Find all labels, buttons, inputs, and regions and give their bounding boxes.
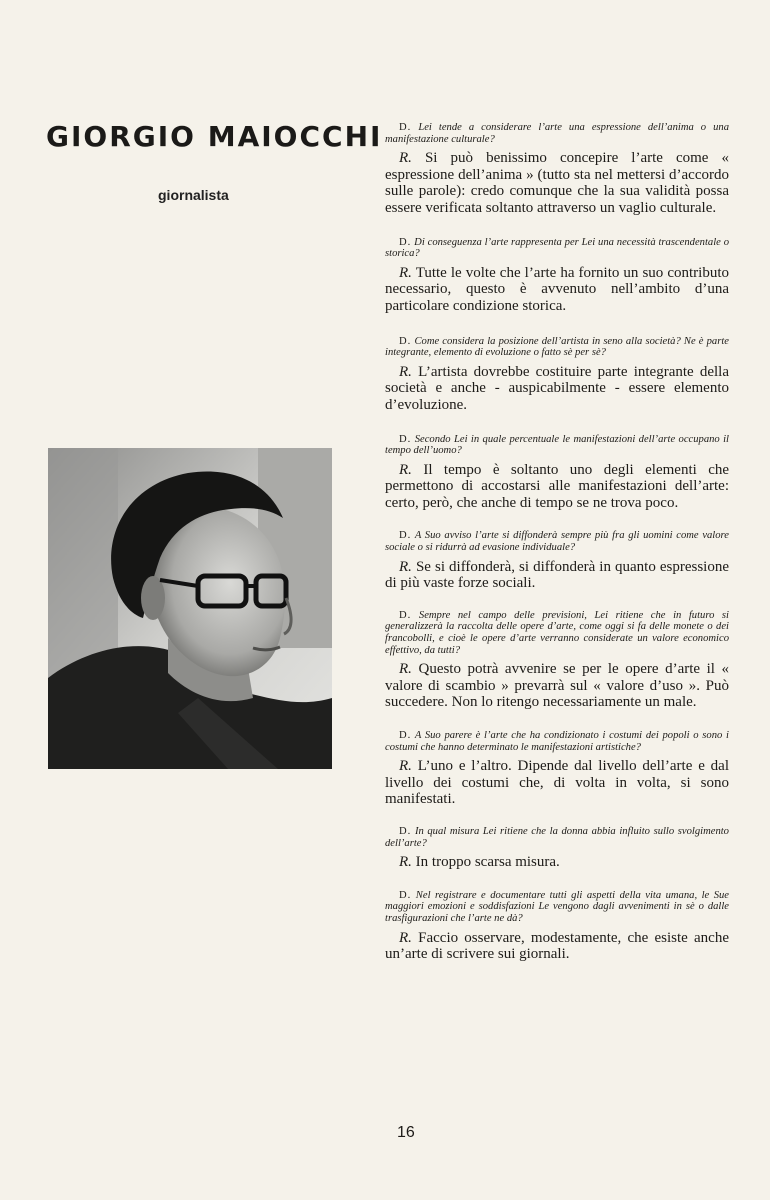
answer: R. Se si diffonderà, si diffonderà in quanto espressione di più vaste forze sociali. bbox=[385, 558, 730, 592]
answer: R. Si può benissimo concepire l’arte come « espressione dell’anima » (tutto sta nel mettersi d’accordo sulle parole): credo comunque che la sua validità possa essere verificata soltanto attraverso un vaglio culturale. bbox=[385, 150, 729, 216]
question: D. Nel registrare e documentare tutti gli aspetti della vita umana, le Sue maggiori emozioni e soddisfazioni Le vengono dagli avvenimenti in sè o dalle trasfigurazioni che l’arte ne dà? bbox=[385, 889, 729, 924]
qa-block bbox=[385, 890, 729, 963]
qa-block bbox=[385, 122, 729, 217]
question: D. Lei tende a considerare l’arte una espressione dell’anima o una manifestazione culturale? bbox=[385, 122, 729, 145]
answer: R. L’artista dovrebbe costituire parte integrante della società e anche - auspicabilmente - essere elemento d’evoluzione. bbox=[385, 363, 729, 413]
qa-block bbox=[385, 826, 729, 871]
answer: R. Il tempo è soltanto uno degli elementi che permettono di accostarsi alle manifestazioni dell’arte: certo, però, che anche di tempo se ne trova poco. bbox=[385, 461, 730, 511]
answer: R. Questo potrà avvenire se per le opere d’arte il « valore di scambio » prevarrà sul « valore d’uso ». Può succedere. Non lo ritengo necessariamente un male. bbox=[385, 661, 730, 711]
qa-block bbox=[385, 530, 729, 591]
answer: R. Faccio osservare, modestamente, che esiste anche un’arte di scrivere sui giornali. bbox=[385, 929, 730, 963]
question: D. In qual misura Lei ritiene che la donna abbia influito sullo svolgimento dell’arte? bbox=[385, 825, 729, 849]
answer: R. L’uno e l’altro. Dipende dal livello dell’arte e dal livello dei costumi che, di volta in volta, si sono manifestati. bbox=[385, 758, 729, 808]
interviewee-role: giornalista bbox=[158, 187, 229, 203]
question: D. Secondo Lei in quale percentuale le manifestazioni dell’arte occupano il tempo dell’uomo? bbox=[385, 433, 729, 457]
qa-block bbox=[385, 434, 729, 512]
portrait-photo bbox=[48, 448, 332, 769]
qa-block bbox=[385, 336, 729, 414]
question: D. A Suo avviso l’arte si diffonderà sempre più fra gli uomini come valore sociale o si ridurrà ad evasione individuale? bbox=[385, 530, 729, 554]
question: D. Di conseguenza l’arte rappresenta per Lei una necessità trascendentale o storica? bbox=[385, 236, 729, 260]
answer: R. Tutte le volte che l’arte ha fornito un suo contributo necessario, questo è avvenuto nell’ambito d’una particolare condizione storica. bbox=[385, 264, 729, 314]
interviewee-name: GIORGIO MAIOCCHI bbox=[46, 120, 383, 153]
qa-block bbox=[385, 237, 729, 315]
qa-block bbox=[385, 730, 729, 808]
question: D. Sempre nel campo delle previsioni, Lei ritiene che in futuro si generalizzerà la raccolta delle opere d’arte, come oggi si fa delle monete o dei francobolli, e cioè le opere d’arte verranno considerate un valore economico effettivo, da tutti? bbox=[385, 609, 730, 656]
qa-block bbox=[385, 610, 729, 711]
answer: R. In troppo scarsa misura. bbox=[399, 854, 560, 871]
question: D. A Suo parere è l’arte che ha condizionato i costumi dei popoli o sono i costumi che hanno determinato le manifestazioni artistiche? bbox=[385, 730, 729, 753]
question: D. Come considera la posizione dell’artista in seno alla società? Ne è parte integrante, elemento di evoluzione o fatto sè per sè? bbox=[385, 335, 729, 359]
page-number: 16 bbox=[397, 1124, 415, 1141]
interview-qa bbox=[385, 122, 729, 963]
